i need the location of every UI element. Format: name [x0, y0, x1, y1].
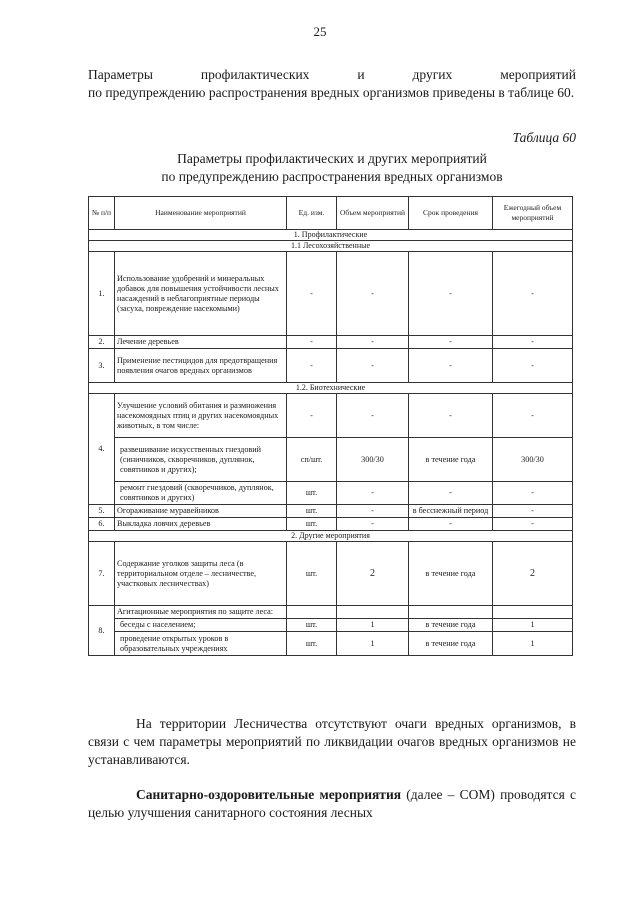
intro-paragraph — [88, 66, 576, 102]
row-num: 1. — [89, 252, 115, 336]
row-name: Применение пестицидов для предотвращения появления очагов вредных организмов — [115, 349, 287, 383]
row-unit: шт. — [287, 632, 337, 656]
row-volume: 2 — [337, 542, 409, 606]
table-row — [89, 438, 573, 482]
row-annual: 1 — [493, 632, 573, 656]
row-term: в бесснежный период — [409, 505, 493, 518]
row-term: - — [409, 394, 493, 438]
section-title: 2. Другие мероприятия — [89, 531, 573, 542]
table-row — [89, 632, 573, 656]
section-row — [89, 230, 573, 241]
outro-paragraph: На территории Лесничества отсутствуют очаги вредных организмов, в связи с чем параметры мероприятий по ликвидации очагов вредных организмов не устанавливаются. — [88, 716, 576, 767]
row-name: развешивание искусственных гнездовий (синичников, скворечников, дуплянок, совятников и других); — [115, 438, 287, 482]
row-volume: - — [337, 349, 409, 383]
row-num: 5. — [89, 505, 115, 518]
header-unit: Ед. изм. — [287, 197, 337, 230]
row-annual: - — [493, 505, 573, 518]
table-header-row — [89, 197, 573, 230]
row-name: Агитационные мероприятия по защите леса: — [115, 606, 287, 619]
row-num: 8. — [89, 606, 115, 656]
section-title: 1.1 Лесохозяйственные — [89, 241, 573, 252]
row-annual: 1 — [493, 619, 573, 632]
row-volume: 1 — [337, 632, 409, 656]
measures-table-wrapper — [88, 196, 572, 656]
row-term: в течение года — [409, 632, 493, 656]
table-label: Таблица 60 — [512, 130, 576, 145]
row-term: - — [409, 349, 493, 383]
row-annual: 2 — [493, 542, 573, 606]
table-row — [89, 518, 573, 531]
row-unit: - — [287, 336, 337, 349]
section-row — [89, 241, 573, 252]
row-unit: шт. — [287, 505, 337, 518]
row-unit: - — [287, 349, 337, 383]
row-unit: - — [287, 394, 337, 438]
row-annual: - — [493, 252, 573, 336]
table-row — [89, 482, 573, 505]
section-title: 1.2. Биотехнические — [89, 383, 573, 394]
row-unit: шт. — [287, 542, 337, 606]
intro-line-2: по предупреждению распространения вредных организмов приведены в таблице 60. — [88, 85, 575, 100]
row-term: в течение года — [409, 619, 493, 632]
table-row — [89, 252, 573, 336]
som-paragraph — [88, 786, 576, 822]
row-term: в течение года — [409, 542, 493, 606]
table-row — [89, 394, 573, 438]
section-row — [89, 531, 573, 542]
table-row — [89, 606, 573, 619]
row-term: - — [409, 482, 493, 505]
row-name: Огораживание муравейников — [115, 505, 287, 518]
table-title-line-1: Параметры профилактических и других мероприятий — [177, 151, 487, 166]
row-annual: - — [493, 482, 573, 505]
row-name: Лечение деревьев — [115, 336, 287, 349]
table-row — [89, 619, 573, 632]
row-unit: шт. — [287, 482, 337, 505]
row-volume: - — [337, 394, 409, 438]
header-volume: Объем мероприятий — [337, 197, 409, 230]
row-volume: - — [337, 336, 409, 349]
section-row — [89, 383, 573, 394]
row-name: Содержание уголков защиты леса (в территориальном отделе – лесничестве, участковых лесничествах) — [115, 542, 287, 606]
som-text: (далее – СОМ) проводятся с целью улучшения санитарного состояния лесных — [88, 787, 577, 820]
row-unit: шт. — [287, 619, 337, 632]
row-name: Выкладка ловчих деревьев — [115, 518, 287, 531]
header-annual: Ежегодный объем мероприятий — [493, 197, 573, 230]
row-num: 2. — [89, 336, 115, 349]
page-number: 25 — [313, 24, 327, 39]
row-term: - — [409, 336, 493, 349]
row-unit: - — [287, 252, 337, 336]
intro-line-1: Параметры профилактических и других мероприятий — [88, 67, 576, 82]
row-volume: - — [337, 505, 409, 518]
row-volume: 1 — [337, 619, 409, 632]
row-num: 7. — [89, 542, 115, 606]
header-num: № п/п — [89, 197, 115, 230]
row-annual: 300/30 — [493, 438, 573, 482]
row-name: ремонт гнездовий (скворечников, дуплянок, совятников и других) — [115, 482, 287, 505]
row-annual: - — [493, 394, 573, 438]
header-name: Наименование мероприятий — [115, 197, 287, 230]
row-name: Использование удобрений и минеральных добавок для повышения устойчивости лесных насаждений в неблагоприятные периоды (засуха, повреждение насекомыми) — [115, 252, 287, 336]
row-unit: шт. — [287, 518, 337, 531]
table-row — [89, 336, 573, 349]
som-title: Санитарно-оздоровительные мероприятия — [136, 787, 402, 802]
row-annual: - — [493, 349, 573, 383]
section-title: 1. Профилактические — [89, 230, 573, 241]
row-name: беседы с населением; — [115, 619, 287, 632]
table-row — [89, 505, 573, 518]
row-volume: 300/30 — [337, 438, 409, 482]
row-volume: - — [337, 252, 409, 336]
row-volume: - — [337, 482, 409, 505]
row-annual: - — [493, 336, 573, 349]
row-name: Улучшение условий обитания и размножения насекомоядных птиц и других насекомоядных животных, в том числе: — [115, 394, 287, 438]
table-title — [88, 150, 576, 186]
row-num: 3. — [89, 349, 115, 383]
row-term: в течение года — [409, 438, 493, 482]
row-unit: сп/шт. — [287, 438, 337, 482]
row-name: проведение открытых уроков в образовательных учреждениях — [115, 632, 287, 656]
header-term: Срок проведения — [409, 197, 493, 230]
row-term: - — [409, 252, 493, 336]
row-term: - — [409, 518, 493, 531]
table-row — [89, 349, 573, 383]
row-num: 4. — [89, 394, 115, 505]
row-num: 6. — [89, 518, 115, 531]
row-volume: - — [337, 518, 409, 531]
table-title-line-2: по предупреждению распространения вредных организмов — [161, 169, 503, 184]
table-row — [89, 542, 573, 606]
row-annual: - — [493, 518, 573, 531]
measures-table — [88, 196, 573, 656]
